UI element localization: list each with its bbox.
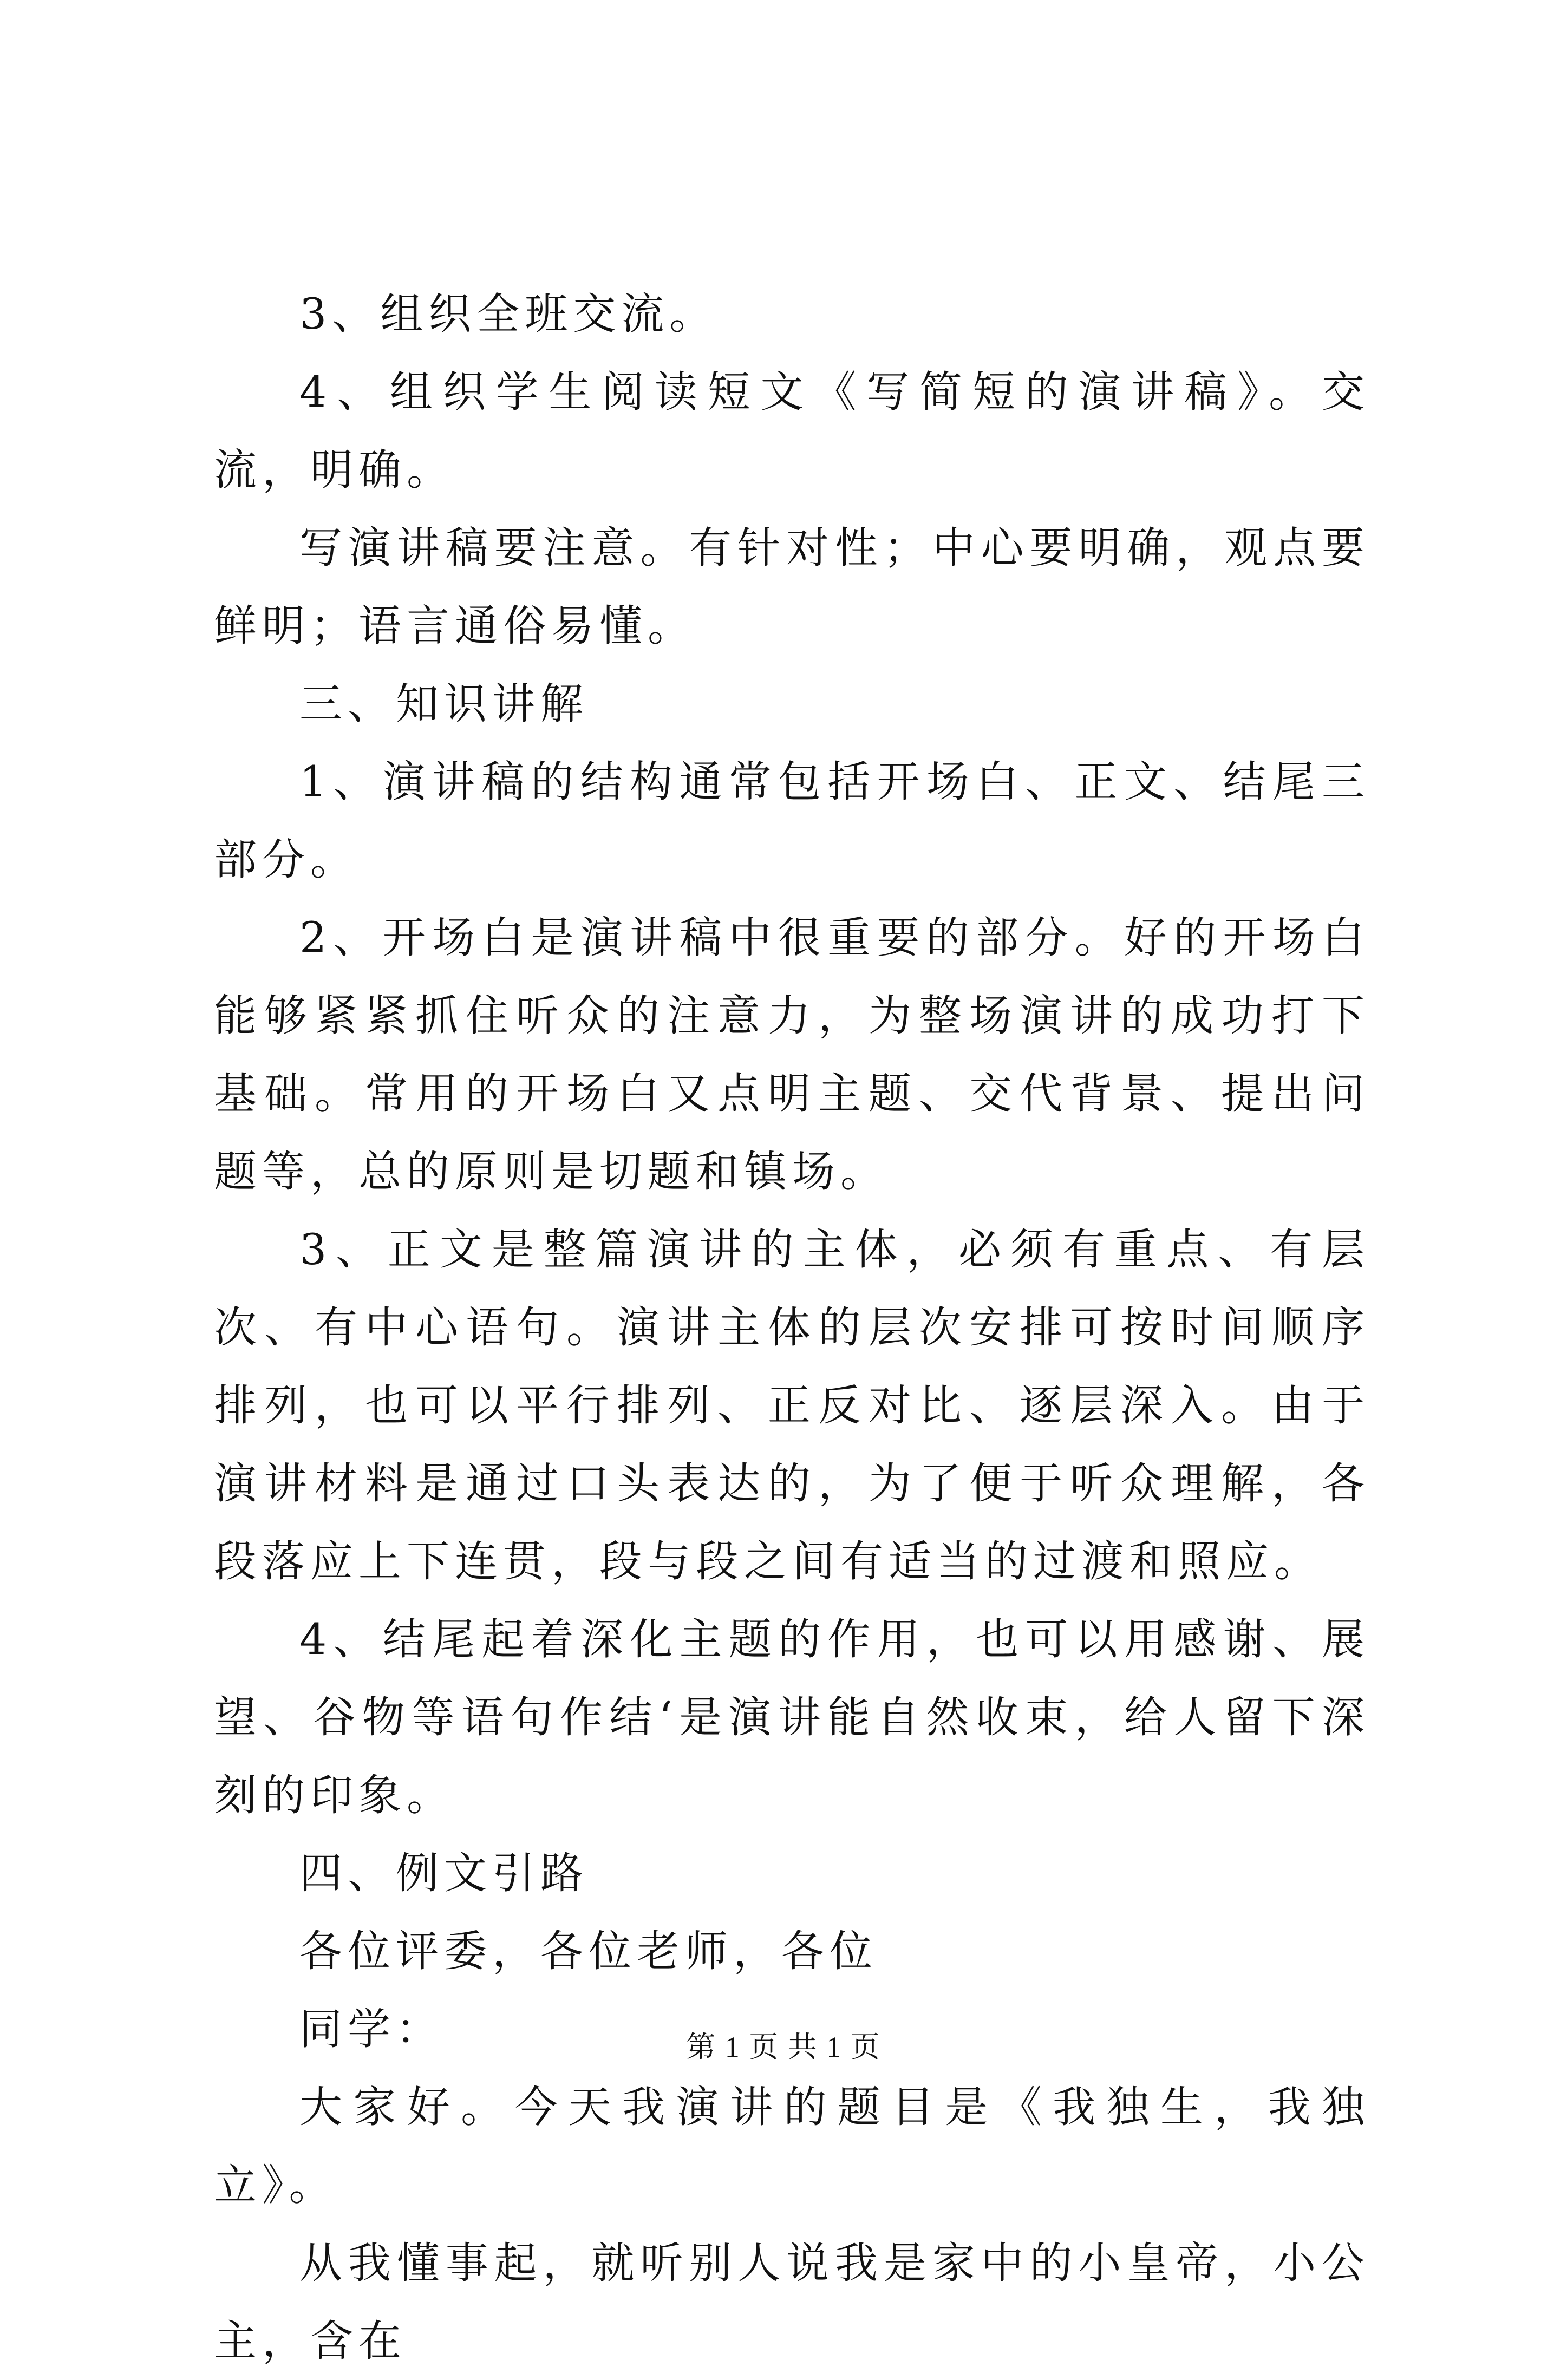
paragraph-1: 3、组织全班交流。: [299, 289, 718, 339]
section-heading-4: 四、例文引路: [299, 1848, 589, 1898]
paragraph-2: 4、组织学生阅读短文《写简短的演讲稿》。交流，明确。: [214, 367, 1370, 495]
paragraph-8: 4、结尾起着深化主题的作用，也可以用感谢、展望、谷物等语句作结‘是演讲能自然收束，给人留下深刻的印象。: [214, 1614, 1370, 1820]
paragraph-6: 2、开场白是演讲稿中很重要的部分。好的开场白能够紧紧抓住听众的注意力，为整场演讲的成功打下基础。常用的开场白又点明主题、交代背景、提出问题等，总的原则是切题和镇场。: [214, 913, 1370, 1196]
section-heading-3: 三、知识讲解: [299, 679, 589, 729]
paragraph-10: 各位评委，各位老师，各位: [299, 1926, 878, 1976]
paragraph-13: 从我懂事起，就听别人说我是家中的小皇帝，小公主，含在: [214, 2238, 1370, 2366]
paragraph-7: 3、正文是整篇演讲的主体，必须有重点、有层次、有中心语句。演讲主体的层次安排可按时间顺序排列，也可以平行排列、正反对比、逐层深入。由于演讲材料是通过口头表达的，为了便于听众理解，各段落应上下连贯，段与段之间有适当的过渡和照应。: [214, 1225, 1370, 1586]
paragraph-11: 同学：: [299, 2004, 444, 2054]
paragraph-5: 1、演讲稿的结构通常包括开场白、正文、结尾三部分。: [214, 757, 1370, 885]
page-footer: 第 1 页 共 1 页: [686, 2031, 881, 2063]
paragraph-12: 大家好。今天我演讲的题目是《我独生，我独立》。: [214, 2082, 1370, 2210]
paragraph-3: 写演讲稿要注意。有针对性；中心要明确，观点要鲜明；语言通俗易懂。: [214, 523, 1370, 651]
